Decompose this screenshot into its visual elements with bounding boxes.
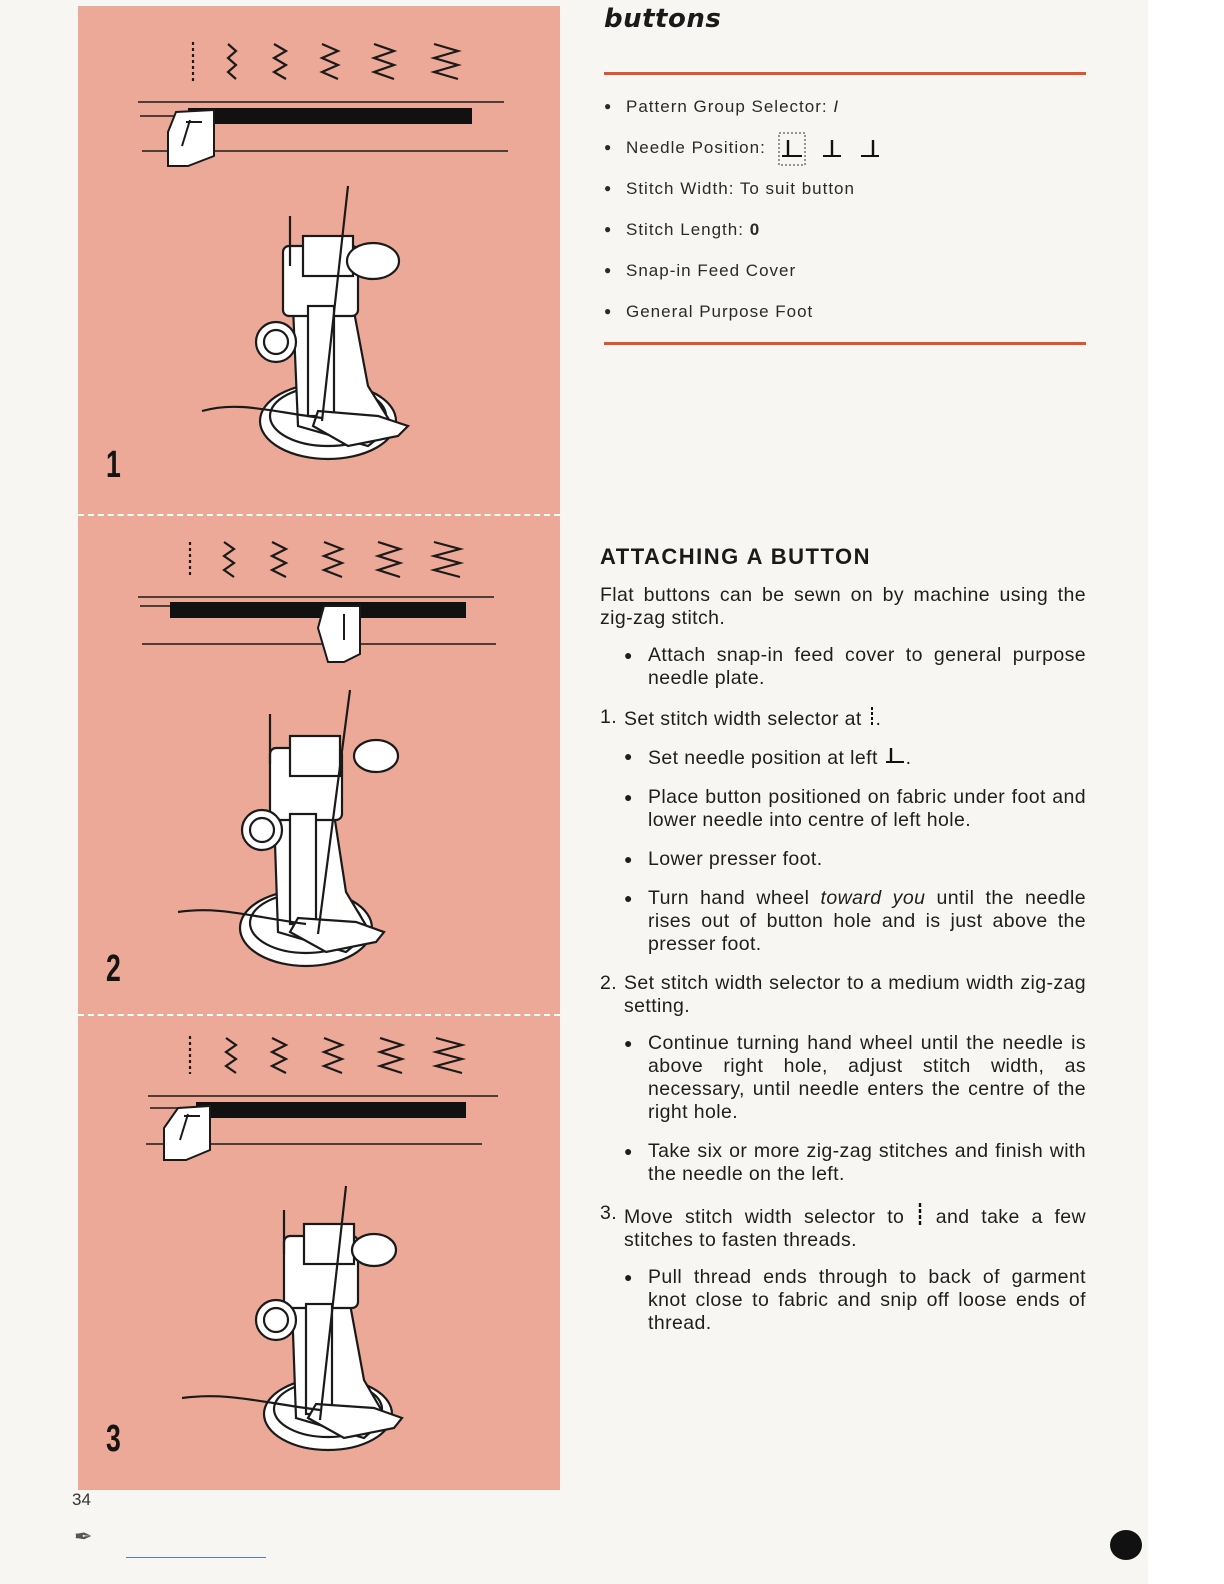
bottom-orange-rule (604, 342, 1086, 345)
stitch-width-symbols (190, 1036, 462, 1074)
setting-foot: ● General Purpose Foot (600, 291, 1086, 332)
setting-stitch-width: ● Stitch Width: To suit button (600, 168, 1086, 209)
straight-stitch-icon (868, 706, 876, 728)
instruction-bullet: ● Lower presser foot. (624, 848, 823, 870)
instructions-body (600, 584, 1086, 1351)
bullet: ● (624, 1035, 633, 1051)
instruction-bullet: ● Turn hand wheel toward you until the needle rises out of button hole and is just above the presser foot. (624, 887, 1086, 955)
bullet: ● (624, 890, 633, 906)
bullet: ● (604, 99, 613, 113)
panel-number-1: 1 (106, 444, 121, 486)
bullet: ● (624, 647, 633, 663)
intro-paragraph: Flat buttons can be sewn on by machine using the zig-zag stitch. (600, 584, 1086, 629)
presser-foot-drawing (182, 1186, 402, 1450)
panel-2-drawing (78, 514, 560, 1014)
bullet: ● (624, 851, 633, 867)
stitch-width-symbols (193, 42, 458, 82)
illustration-column (78, 6, 560, 1490)
instruction-column (600, 0, 1086, 1500)
setting-stitch-length: ● Stitch Length: 0 (600, 209, 1086, 250)
straight-stitch-icon (916, 1202, 924, 1226)
bullet: ● (604, 140, 613, 154)
bullet: ● (604, 304, 613, 318)
scanner-mark-icon: ✒ (74, 1524, 93, 1549)
instruction-bullet: ● Take six or more zig-zag stitches and finish with the needle on the left. (624, 1140, 1086, 1185)
needle-left-icon (778, 132, 808, 166)
illustration-panel-1 (78, 6, 560, 514)
step-1: 1. Set stitch width selector at . (600, 706, 882, 730)
page-number: 34 (72, 1490, 91, 1509)
panel-number-2: 2 (106, 948, 121, 990)
setting-feed-cover: ● Snap-in Feed Cover (600, 250, 1086, 291)
width-selector-scale (138, 102, 508, 166)
width-selector-scale (146, 1096, 498, 1160)
stitch-width-symbols (190, 542, 460, 578)
panel-number-3: 3 (106, 1418, 121, 1460)
needle-right-icon (857, 132, 883, 166)
bullet: ● (624, 789, 633, 805)
panel-3-drawing (78, 1014, 560, 1490)
instruction-bullet: ● Place button positioned on fabric under foot and lower needle into centre of left hole. (624, 786, 1086, 831)
setting-needle-position: ● Needle Position: (600, 127, 1086, 168)
step-3: 3. Move stitch width selector to and take a few stitches to fasten threads. (600, 1202, 1086, 1251)
section-title: ATTACHING A BUTTON (600, 544, 872, 569)
bullet: ● (624, 1143, 633, 1159)
panel-1-drawing (78, 6, 560, 514)
machine-settings-list (600, 86, 1086, 332)
top-orange-rule (604, 72, 1086, 75)
instruction-bullet: ● Attach snap-in feed cover to general purpose needle plate. (624, 644, 1086, 689)
instruction-bullet: ● Set needle position at left . (624, 747, 912, 769)
needle-center-icon (819, 132, 845, 166)
footer-line (126, 1557, 266, 1558)
presser-foot-drawing (178, 690, 398, 966)
page-title: buttons (604, 4, 722, 34)
illustration-panel-3 (78, 1014, 560, 1490)
bullet: ● (604, 263, 613, 277)
presser-foot-drawing (202, 186, 408, 459)
bullet: ● (604, 181, 613, 195)
page-edge (1148, 0, 1224, 1584)
illustration-panel-2 (78, 514, 560, 1014)
needle-left-icon (884, 745, 906, 767)
hole-punch-mark (1110, 1530, 1142, 1560)
instruction-bullet: ● Pull thread ends through to back of garment knot close to fabric and snip off loose ends of thread. (624, 1266, 1086, 1334)
bullet: ● (624, 748, 633, 764)
bullet: ● (604, 222, 613, 236)
instruction-bullet: ● Continue turning hand wheel until the needle is above right hole, adjust stitch width, as necessary, until needle enters the centre of the right hole. (624, 1032, 1086, 1123)
setting-pattern-group: ● Pattern Group Selector: I (600, 86, 1086, 127)
bullet: ● (624, 1269, 633, 1285)
step-2: 2. Set stitch width selector to a medium width zig-zag setting. (600, 972, 1086, 1017)
width-selector-scale (138, 597, 496, 662)
